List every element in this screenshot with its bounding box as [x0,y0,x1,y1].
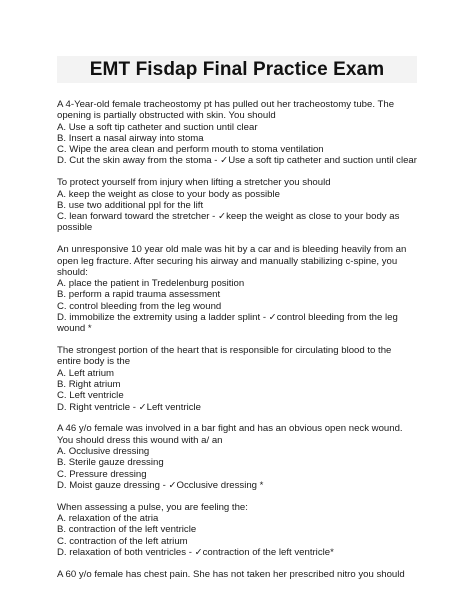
answer-option: A. Occlusive dressing [57,446,150,458]
answer-option: A. Use a soft tip catheter and suction until clear [57,121,258,133]
question-text: A 60 y/o female has chest pain. She has not taken her prescribed nitro you should [57,568,405,580]
answer-option: A. Left atrium [57,367,115,379]
question-item [57,99,417,167]
answer-option-text: D. Cut the skin away from the stoma [57,155,212,167]
answer-option-last [57,402,417,413]
answer-option-text: D. Moist gauze dressing [57,479,160,491]
correct-answer: - ✓Left ventricle [130,401,202,413]
question-item [57,569,417,580]
correct-answer: - ✓Use a soft tip catheter and suction until clear [211,155,417,167]
answer-option-text: D. Right ventricle [57,401,131,413]
answer-option-last [57,547,417,558]
page-title: EMT Fisdap Final Practice Exam [89,58,385,80]
answer-option: A. place the patient in Tredelenburg position [57,278,245,290]
answer-option-text: C. lean forward toward the stretcher [57,211,210,223]
question-text: An unresponsive 10 year old male was hit by a car and is bleeding heavily from an open leg fracture. After securing his airway and manually stabilizing c-spine, you should: [57,244,407,278]
answer-option: C. control bleeding from the leg wound [57,300,222,312]
answer-option: C. Wipe the area clean and perform mouth to stoma ventilation [57,144,324,156]
question-item [57,502,417,558]
answer-option: B. perform a rapid trauma assessment [57,289,221,301]
answer-option-last [57,155,417,166]
answer-option: C. contraction of the left atrium [57,535,188,547]
title-band [57,56,417,83]
answer-option: B. Right atrium [57,379,121,391]
correct-answer: - ✓Occlusive dressing * [159,479,264,491]
answer-option-text: D. relaxation of both ventricles [57,546,187,558]
question-text: To protect yourself from injury when lifting a stretcher you should [57,177,331,189]
correct-answer: - ✓keep the weight as close to your body as possible [57,211,400,234]
question-item [57,244,417,334]
questions-list [57,99,417,580]
question-text: When assessing a pulse, you are feeling the: [57,501,248,513]
question-item [57,177,417,233]
question-item [57,423,417,491]
answer-option: A. relaxation of the atria [57,513,159,524]
answer-option: B. contraction of the left ventricle [57,524,197,536]
answer-option: B. use two additional ppl for the lift [57,199,204,211]
question-item [57,345,417,413]
correct-answer: - ✓contraction of the left ventricle* [186,546,334,558]
correct-answer: - ✓control bleeding from the leg wound * [57,312,398,335]
answer-option-last [57,211,417,234]
answer-option-last [57,312,417,335]
answer-option-last [57,480,417,491]
answer-option: C. Pressure dressing [57,468,147,480]
answer-option: C. Left ventricle [57,390,124,402]
answer-option: B. Insert a nasal airway into stoma [57,132,204,144]
question-text: A 4-Year-old female tracheostomy pt has pulled out her tracheostomy tube. The opening is partially obstructed with skin. You should [57,99,395,122]
answer-option-text: D. immobilize the extremity using a ladder splint [57,312,261,324]
question-text: The strongest portion of the heart that is responsible for circulating blood to the entire body is the [57,345,392,368]
question-text: A 46 y/o female was involved in a bar fight and has an obvious open neck wound. You should dress this wound with a/ an [57,423,403,446]
answer-option: A. keep the weight as close to your body as possible [57,188,280,200]
answer-option: B. Sterile gauze dressing [57,457,164,469]
